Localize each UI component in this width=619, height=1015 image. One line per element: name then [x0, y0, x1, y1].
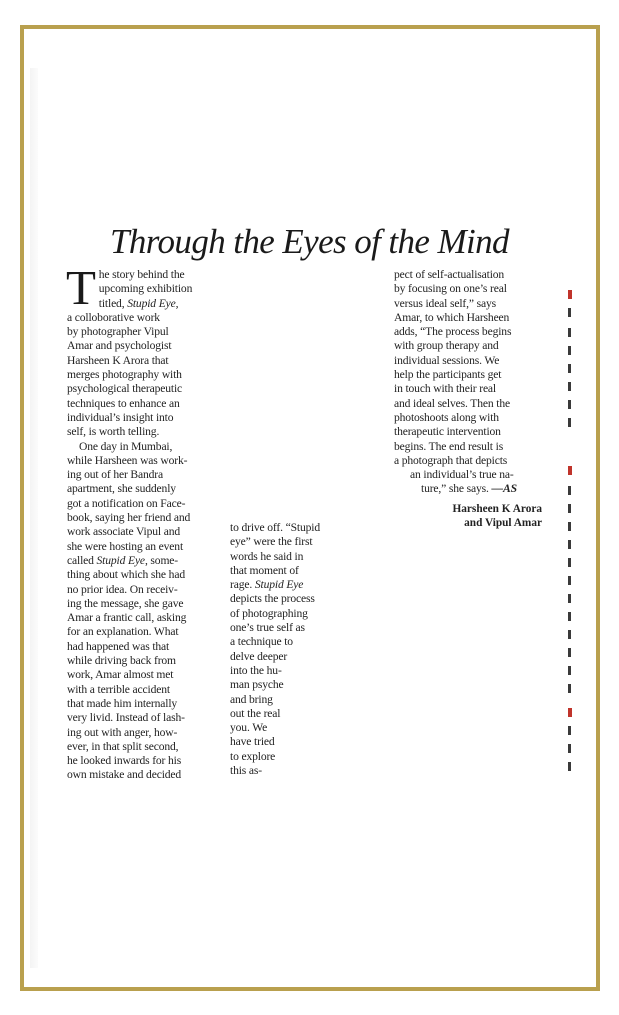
edge-mark: [568, 594, 571, 603]
text-line: and ideal selves. Then the: [394, 396, 510, 410]
credit-line: Harsheen K Arora: [452, 503, 542, 515]
text-line: own mistake and decided: [67, 768, 182, 782]
text-line: work associate Vipul and: [67, 525, 181, 539]
text-line: and bring: [230, 692, 273, 706]
text-line: by photographer Vipul: [67, 325, 169, 339]
edge-mark: [568, 382, 571, 391]
text-line: individual sessions. We: [394, 353, 500, 367]
text-line: very livid. Instead of lash-: [67, 711, 185, 725]
text-line: delve deeper: [230, 649, 288, 663]
exhibition-name: Stupid Eye: [254, 578, 304, 592]
text-line: he looked inwards for his: [67, 754, 182, 768]
text-line: ing the message, she gave: [67, 596, 184, 610]
text-line: psychological therapeutic: [67, 382, 183, 396]
text-line: help the participants get: [394, 368, 502, 382]
text-line: she were hosting an event: [67, 539, 184, 553]
text-line: thing about which she had: [67, 568, 185, 582]
edge-mark: [568, 522, 571, 531]
edge-mark: [568, 290, 572, 299]
text-line: words he said in: [230, 549, 304, 563]
text-line: while Harsheen was work-: [67, 453, 188, 467]
edge-mark: [568, 466, 572, 475]
edge-mark: [568, 400, 571, 409]
text-line: self, is worth telling.: [67, 425, 160, 439]
edge-mark: [568, 666, 571, 675]
text-line: man psyche: [230, 678, 284, 692]
edge-mark: [568, 684, 571, 693]
text-line: Amar a frantic call, asking: [67, 611, 187, 625]
text-line: Harsheen K Arora that: [67, 353, 169, 367]
edge-mark: [568, 648, 571, 657]
text-line: book, saying her friend and: [67, 511, 191, 525]
exhibition-name: Stupid Eye: [96, 553, 145, 567]
text-line: pect of self-actualisation: [394, 268, 505, 281]
text-line: of photographing: [230, 606, 308, 620]
edge-mark: [568, 558, 571, 567]
drop-cap: T: [66, 260, 96, 315]
text-line: work, Amar almost met: [67, 668, 174, 682]
text-line: out the real: [230, 706, 281, 720]
edge-mark: [568, 744, 571, 753]
text-line: by focusing on one’s real: [394, 282, 507, 296]
article-column-2: [230, 521, 345, 778]
text-line: upcoming exhibition: [98, 282, 193, 296]
text-line: apartment, she suddenly: [67, 482, 176, 496]
text-line: Amar, to which Harsheen: [394, 310, 510, 324]
edge-mark: [568, 504, 571, 513]
text-line: adds, “The process begins: [394, 325, 512, 339]
text-line: eye” were the first: [230, 535, 313, 549]
text-line: techniques to enhance an: [67, 396, 180, 410]
author-signature: —AS: [491, 482, 517, 496]
text-line: for an explanation. What: [67, 625, 179, 639]
text-line: ing out with anger, how-: [67, 725, 178, 739]
text-line: while driving back from: [67, 654, 176, 668]
photo-credit: [394, 502, 542, 530]
text-line: depicts the process: [230, 592, 315, 606]
text-line: ing out of her Bandra: [67, 468, 164, 482]
text-line: a photograph that depicts: [394, 453, 508, 467]
edge-mark: [568, 346, 571, 355]
text-line: titled, Stupid Eye,: [98, 296, 179, 310]
text-line: a colloborative work: [67, 310, 160, 324]
text-line: an individual’s true na-: [410, 468, 514, 482]
text-line: one’s true self as: [230, 621, 305, 635]
edge-mark: [568, 486, 571, 495]
edge-mark: [568, 708, 572, 717]
text-line: merges photography with: [67, 368, 182, 382]
text-line: rage. Stupid Eye: [230, 578, 304, 592]
text-line: that made him internally: [67, 696, 178, 710]
article-column-3: [394, 268, 546, 497]
text-line: Amar and psychologist: [67, 339, 172, 353]
text-line: versus ideal self,” says: [394, 296, 497, 310]
edge-mark: [568, 630, 571, 639]
text-line: to drive off. “Stupid: [230, 521, 321, 534]
text-line: to explore: [230, 749, 276, 763]
text-line: that moment of: [230, 563, 299, 577]
text-line: no prior idea. On receiv-: [67, 582, 178, 596]
article-column-1: [66, 260, 219, 783]
text-line: photoshoots along with: [394, 410, 499, 424]
edge-mark: [568, 364, 571, 373]
edge-mark: [568, 576, 571, 585]
text-line: a technique to: [230, 635, 293, 649]
credit-line: and Vipul Amar: [464, 517, 542, 530]
text-line: with a terrible accident: [67, 682, 170, 696]
edge-mark: [568, 726, 571, 735]
edge-mark: [568, 328, 571, 337]
edge-mark: [568, 540, 571, 549]
text-line: therapeutic intervention: [394, 425, 501, 439]
text-line: One day in Mumbai,: [79, 439, 173, 453]
exhibition-name: Stupid Eye,: [127, 296, 179, 310]
edge-mark: [568, 762, 571, 771]
edge-mark: [568, 308, 571, 317]
page-shadow-strip: [30, 68, 38, 968]
text-line: ture,” she says. —AS: [421, 482, 517, 496]
text-line: with group therapy and: [394, 339, 499, 353]
edge-mark: [568, 612, 571, 621]
text-line: you. We: [230, 721, 268, 735]
text-line: this as-: [230, 764, 262, 778]
article-title: Through the Eyes of the Mind: [110, 222, 509, 261]
text-line: had happened was that: [67, 639, 170, 653]
text-line: ever, in that split second,: [67, 739, 179, 753]
edge-mark: [568, 418, 571, 427]
text-line: he story behind the: [98, 268, 185, 281]
text-line: called Stupid Eye, some-: [67, 553, 179, 567]
text-line: begins. The end result is: [394, 439, 504, 453]
text-line: in touch with their real: [394, 382, 497, 396]
text-line: individual’s insight into: [67, 410, 174, 424]
text-line: into the hu-: [230, 663, 282, 677]
text-line: have tried: [230, 735, 275, 749]
text-line: got a notification on Face-: [67, 496, 186, 510]
